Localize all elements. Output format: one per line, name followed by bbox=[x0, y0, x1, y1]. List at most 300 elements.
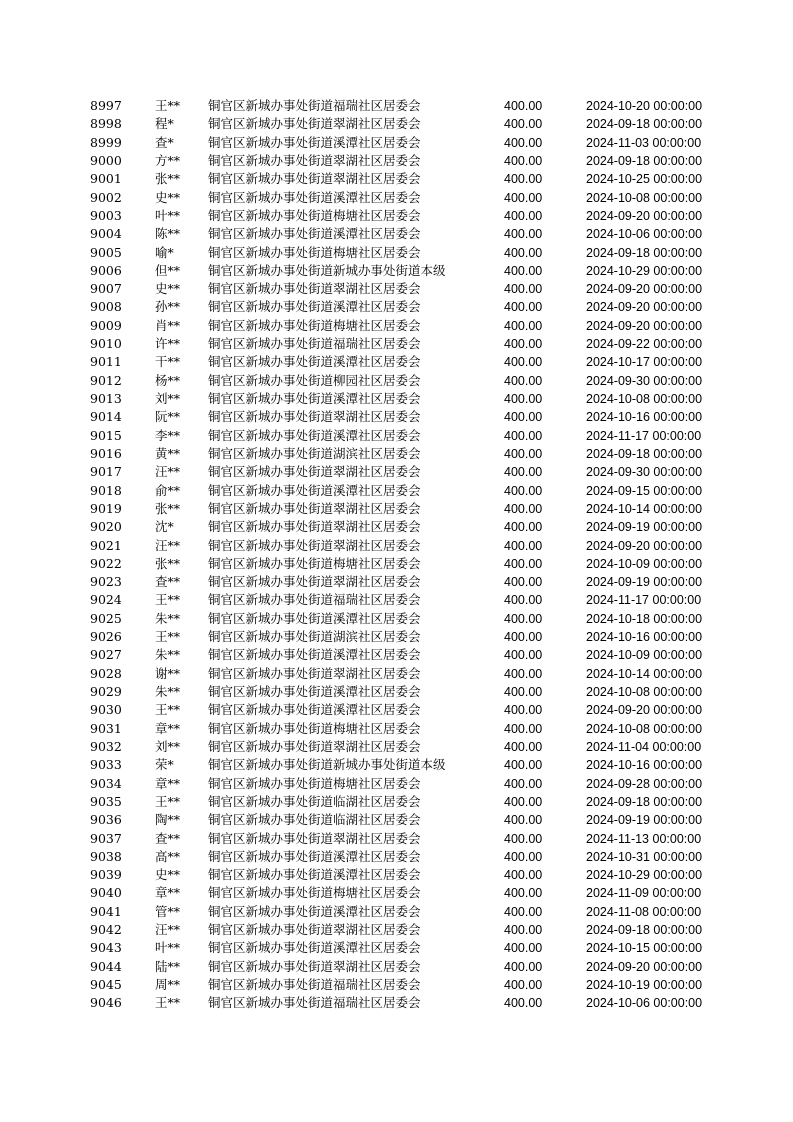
row-date: 2024-10-08 00:00:00 bbox=[586, 685, 703, 699]
row-amount: 400.00 bbox=[504, 849, 543, 864]
row-organization: 铜官区新城办事处街道翠湖社区居委会 bbox=[208, 830, 421, 846]
row-date: 2024-09-19 00:00:00 bbox=[586, 813, 703, 828]
table-row bbox=[0, 97, 793, 115]
row-id: 9022 bbox=[90, 555, 122, 571]
row-amount: 400.00 bbox=[504, 758, 543, 773]
row-organization: 铜官区新城办事处街道溪潭社区居委会 bbox=[208, 940, 421, 956]
row-name: 刘** bbox=[155, 391, 181, 406]
row-organization: 铜官区新城办事处街道溪潭社区居委会 bbox=[208, 226, 421, 242]
row-id: 8997 bbox=[90, 98, 122, 113]
row-name: 张** bbox=[155, 171, 181, 187]
row-date: 2024-09-20 00:00:00 bbox=[586, 703, 703, 718]
row-id: 9025 bbox=[90, 610, 122, 626]
row-id: 9015 bbox=[90, 427, 122, 443]
row-amount: 400.00 bbox=[504, 630, 543, 645]
row-name: 王** bbox=[155, 592, 181, 608]
row-organization: 铜官区新城办事处街道翠湖社区居委会 bbox=[208, 665, 421, 681]
row-name: 高** bbox=[155, 848, 181, 864]
row-id: 9033 bbox=[90, 757, 122, 773]
row-organization: 铜官区新城办事处街道溪潭社区居委会 bbox=[208, 427, 421, 443]
row-name: 王** bbox=[155, 793, 181, 809]
row-name: 查** bbox=[155, 830, 181, 846]
row-organization: 铜官区新城办事处街道福瑞社区居委会 bbox=[208, 98, 421, 113]
row-organization: 铜官区新城办事处街道翠湖社区居委会 bbox=[208, 922, 421, 938]
row-name: 管** bbox=[155, 903, 181, 919]
table-row bbox=[0, 921, 793, 939]
row-organization: 铜官区新城办事处街道新城办事处街道本级 bbox=[208, 262, 446, 278]
row-name: 但** bbox=[155, 262, 181, 278]
row-name: 朱** bbox=[155, 647, 181, 663]
row-organization: 铜官区新城办事处街道翠湖社区居委会 bbox=[208, 537, 421, 553]
row-date: 2024-09-30 00:00:00 bbox=[586, 465, 703, 480]
row-organization: 铜官区新城办事处街道翠湖社区居委会 bbox=[208, 574, 421, 590]
table-row bbox=[0, 262, 793, 280]
row-id: 9014 bbox=[90, 409, 122, 425]
row-id: 9039 bbox=[90, 867, 122, 883]
row-name: 陶** bbox=[155, 812, 181, 828]
row-name: 汪** bbox=[155, 922, 181, 938]
row-amount: 400.00 bbox=[504, 153, 543, 168]
row-id: 9037 bbox=[90, 830, 122, 846]
row-date: 2024-10-29 00:00:00 bbox=[586, 868, 703, 883]
row-date: 2024-09-18 00:00:00 bbox=[586, 153, 703, 168]
row-amount: 400.00 bbox=[504, 666, 543, 681]
row-name: 荣* bbox=[155, 757, 174, 773]
row-date: 2024-11-17 00:00:00 bbox=[586, 428, 702, 443]
row-amount: 400.00 bbox=[504, 501, 543, 516]
row-id: 9034 bbox=[90, 775, 122, 791]
row-id: 9008 bbox=[90, 299, 122, 315]
row-date: 2024-09-18 00:00:00 bbox=[586, 117, 703, 132]
row-id: 9045 bbox=[90, 977, 122, 992]
row-id: 9023 bbox=[90, 574, 122, 590]
row-organization: 铜官区新城办事处街道湖滨社区居委会 bbox=[208, 445, 421, 461]
row-id: 9001 bbox=[90, 171, 122, 187]
row-amount: 400.00 bbox=[504, 978, 543, 992]
row-date: 2024-09-19 00:00:00 bbox=[586, 520, 703, 535]
row-amount: 400.00 bbox=[504, 446, 543, 461]
row-organization: 铜官区新城办事处街道湖滨社区居委会 bbox=[208, 629, 421, 645]
row-organization: 铜官区新城办事处街道翠湖社区居委会 bbox=[208, 958, 421, 974]
table-row bbox=[0, 317, 793, 335]
table-row bbox=[0, 537, 793, 555]
row-amount: 400.00 bbox=[504, 959, 543, 974]
row-date: 2024-10-18 00:00:00 bbox=[586, 611, 703, 626]
row-date: 2024-09-30 00:00:00 bbox=[586, 373, 703, 388]
table-row bbox=[0, 848, 793, 866]
table-row bbox=[0, 170, 793, 188]
row-name: 查* bbox=[155, 134, 174, 150]
row-amount: 400.00 bbox=[504, 593, 543, 608]
table-row bbox=[0, 866, 793, 884]
row-organization: 铜官区新城办事处街道福瑞社区居委会 bbox=[208, 592, 421, 608]
row-id: 9021 bbox=[90, 537, 122, 553]
row-amount: 400.00 bbox=[504, 428, 543, 443]
row-organization: 铜官区新城办事处街道翠湖社区居委会 bbox=[208, 500, 421, 516]
row-organization: 铜官区新城办事处街道溪潭社区居委会 bbox=[208, 189, 421, 205]
row-amount: 400.00 bbox=[504, 263, 543, 278]
row-organization: 铜官区新城办事处街道溪潭社区居委会 bbox=[208, 684, 421, 699]
table-row bbox=[0, 646, 793, 664]
row-date: 2024-09-15 00:00:00 bbox=[586, 483, 703, 498]
row-organization: 铜官区新城办事处街道新城办事处街道本级 bbox=[208, 757, 446, 773]
row-id: 9010 bbox=[90, 336, 122, 352]
row-date: 2024-10-16 00:00:00 bbox=[586, 758, 703, 773]
table-row bbox=[0, 518, 793, 536]
row-name: 沈* bbox=[155, 519, 174, 535]
row-date: 2024-09-22 00:00:00 bbox=[586, 337, 703, 352]
row-date: 2024-10-19 00:00:00 bbox=[586, 978, 703, 992]
row-id: 9042 bbox=[90, 922, 122, 938]
row-id: 9043 bbox=[90, 940, 122, 956]
row-name: 叶** bbox=[155, 207, 181, 223]
row-organization: 铜官区新城办事处街道溪潭社区居委会 bbox=[208, 391, 421, 406]
table-row bbox=[0, 555, 793, 573]
row-date: 2024-09-18 00:00:00 bbox=[586, 245, 703, 260]
row-amount: 400.00 bbox=[504, 868, 543, 883]
table-row bbox=[0, 134, 793, 152]
row-date: 2024-10-09 00:00:00 bbox=[586, 648, 703, 663]
row-organization: 铜官区新城办事处街道溪潭社区居委会 bbox=[208, 848, 421, 864]
row-date: 2024-09-18 00:00:00 bbox=[586, 923, 703, 938]
table-row bbox=[0, 665, 793, 683]
row-name: 史** bbox=[155, 867, 181, 883]
row-date: 2024-10-31 00:00:00 bbox=[586, 849, 703, 864]
row-name: 方** bbox=[155, 152, 181, 168]
row-date: 2024-10-08 00:00:00 bbox=[586, 190, 703, 205]
row-id: 9005 bbox=[90, 244, 122, 260]
row-id: 8998 bbox=[90, 116, 122, 132]
row-date: 2024-10-08 00:00:00 bbox=[586, 721, 703, 736]
row-id: 9013 bbox=[90, 391, 122, 406]
row-id: 9041 bbox=[90, 903, 122, 919]
row-name: 汪** bbox=[155, 537, 181, 553]
row-organization: 铜官区新城办事处街道福瑞社区居委会 bbox=[208, 336, 421, 352]
row-name: 俞** bbox=[155, 482, 181, 498]
row-id: 8999 bbox=[90, 134, 122, 150]
row-amount: 400.00 bbox=[504, 831, 543, 846]
row-name: 汪** bbox=[155, 464, 181, 480]
row-date: 2024-10-29 00:00:00 bbox=[586, 263, 703, 278]
row-amount: 400.00 bbox=[504, 373, 543, 388]
row-organization: 铜官区新城办事处街道翠湖社区居委会 bbox=[208, 281, 421, 297]
row-amount: 400.00 bbox=[504, 355, 543, 370]
row-amount: 400.00 bbox=[504, 685, 543, 699]
row-name: 王** bbox=[155, 995, 181, 1011]
table-row bbox=[0, 811, 793, 829]
row-amount: 400.00 bbox=[504, 904, 543, 919]
row-date: 2024-09-28 00:00:00 bbox=[586, 776, 703, 791]
table-row bbox=[0, 720, 793, 738]
row-id: 9019 bbox=[90, 500, 122, 516]
row-amount: 400.00 bbox=[504, 135, 543, 150]
table-row bbox=[0, 207, 793, 225]
table-row bbox=[0, 591, 793, 609]
row-name: 陈** bbox=[155, 226, 181, 242]
row-date: 2024-10-14 00:00:00 bbox=[586, 501, 703, 516]
table-row bbox=[0, 152, 793, 170]
row-date: 2024-10-16 00:00:00 bbox=[586, 630, 703, 645]
row-date: 2024-09-20 00:00:00 bbox=[586, 208, 703, 223]
table-row bbox=[0, 225, 793, 243]
table-row bbox=[0, 756, 793, 774]
row-name: 杨** bbox=[155, 372, 181, 388]
table-row bbox=[0, 958, 793, 976]
table-row bbox=[0, 738, 793, 756]
row-organization: 铜官区新城办事处街道福瑞社区居委会 bbox=[208, 995, 421, 1011]
row-id: 9024 bbox=[90, 592, 122, 608]
table-row bbox=[0, 244, 793, 262]
row-name: 史** bbox=[155, 189, 181, 205]
table-row bbox=[0, 976, 793, 994]
row-date: 2024-09-20 00:00:00 bbox=[586, 318, 703, 333]
table-row bbox=[0, 463, 793, 481]
row-date: 2024-11-09 00:00:00 bbox=[586, 886, 702, 901]
row-organization: 铜官区新城办事处街道翠湖社区居委会 bbox=[208, 738, 421, 754]
row-id: 9031 bbox=[90, 720, 122, 736]
row-name: 李** bbox=[155, 427, 181, 443]
row-name: 王** bbox=[155, 629, 181, 645]
table-row bbox=[0, 573, 793, 591]
row-name: 黄** bbox=[155, 445, 181, 461]
row-amount: 400.00 bbox=[504, 556, 543, 571]
row-organization: 铜官区新城办事处街道翠湖社区居委会 bbox=[208, 464, 421, 480]
row-amount: 400.00 bbox=[504, 208, 543, 223]
row-amount: 400.00 bbox=[504, 172, 543, 187]
row-organization: 铜官区新城办事处街道福瑞社区居委会 bbox=[208, 977, 421, 992]
row-id: 9006 bbox=[90, 262, 122, 278]
row-id: 9007 bbox=[90, 281, 122, 297]
row-name: 章** bbox=[155, 885, 181, 901]
row-name: 肖** bbox=[155, 317, 181, 333]
row-id: 9027 bbox=[90, 647, 122, 663]
row-date: 2024-11-08 00:00:00 bbox=[586, 904, 702, 919]
row-amount: 400.00 bbox=[504, 410, 543, 425]
row-amount: 400.00 bbox=[504, 245, 543, 260]
row-name: 谢** bbox=[155, 665, 181, 681]
row-date: 2024-10-09 00:00:00 bbox=[586, 556, 703, 571]
row-id: 9032 bbox=[90, 738, 122, 754]
table-row bbox=[0, 445, 793, 463]
row-amount: 400.00 bbox=[504, 941, 543, 956]
row-name: 叶** bbox=[155, 940, 181, 956]
row-organization: 铜官区新城办事处街道溪潭社区居委会 bbox=[208, 482, 421, 498]
table-row bbox=[0, 390, 793, 408]
row-id: 9012 bbox=[90, 372, 122, 388]
row-id: 9020 bbox=[90, 519, 122, 535]
row-amount: 400.00 bbox=[504, 703, 543, 718]
row-name: 孙** bbox=[155, 299, 181, 315]
row-name: 张** bbox=[155, 500, 181, 516]
row-date: 2024-10-06 00:00:00 bbox=[586, 227, 703, 242]
row-amount: 400.00 bbox=[504, 538, 543, 553]
table-row bbox=[0, 939, 793, 957]
row-organization: 铜官区新城办事处街道翠湖社区居委会 bbox=[208, 116, 421, 132]
table-row bbox=[0, 335, 793, 353]
row-amount: 400.00 bbox=[504, 337, 543, 352]
row-organization: 铜官区新城办事处街道梅塘社区居委会 bbox=[208, 317, 421, 333]
row-amount: 400.00 bbox=[504, 739, 543, 754]
row-id: 9026 bbox=[90, 629, 122, 645]
row-id: 9002 bbox=[90, 189, 122, 205]
row-organization: 铜官区新城办事处街道翠湖社区居委会 bbox=[208, 171, 421, 187]
row-id: 9000 bbox=[90, 152, 122, 168]
row-organization: 铜官区新城办事处街道溪潭社区居委会 bbox=[208, 354, 421, 370]
table-row bbox=[0, 683, 793, 701]
row-organization: 铜官区新城办事处街道翠湖社区居委会 bbox=[208, 519, 421, 535]
row-amount: 400.00 bbox=[504, 465, 543, 480]
row-date: 2024-11-17 00:00:00 bbox=[586, 593, 702, 608]
row-date: 2024-10-20 00:00:00 bbox=[586, 99, 703, 113]
row-amount: 400.00 bbox=[504, 392, 543, 406]
row-organization: 铜官区新城办事处街道翠湖社区居委会 bbox=[208, 152, 421, 168]
row-date: 2024-10-25 00:00:00 bbox=[586, 172, 703, 187]
row-organization: 铜官区新城办事处街道溪潭社区居委会 bbox=[208, 299, 421, 315]
row-organization: 铜官区新城办事处街道柳园社区居委会 bbox=[208, 372, 421, 388]
row-id: 9018 bbox=[90, 482, 122, 498]
table-row bbox=[0, 610, 793, 628]
row-name: 程* bbox=[155, 116, 174, 132]
row-organization: 铜官区新城办事处街道梅塘社区居委会 bbox=[208, 244, 421, 260]
row-date: 2024-11-13 00:00:00 bbox=[586, 831, 702, 846]
row-date: 2024-10-08 00:00:00 bbox=[586, 392, 703, 406]
table-row bbox=[0, 500, 793, 518]
records-table bbox=[0, 97, 793, 1013]
row-amount: 400.00 bbox=[504, 282, 543, 297]
row-name: 喻* bbox=[155, 244, 174, 260]
table-row bbox=[0, 701, 793, 719]
row-id: 9044 bbox=[90, 958, 122, 974]
row-name: 朱** bbox=[155, 610, 181, 626]
row-amount: 400.00 bbox=[504, 813, 543, 828]
row-amount: 400.00 bbox=[504, 575, 543, 590]
table-row bbox=[0, 884, 793, 902]
row-organization: 铜官区新城办事处街道梅塘社区居委会 bbox=[208, 720, 421, 736]
row-date: 2024-09-18 00:00:00 bbox=[586, 446, 703, 461]
table-row bbox=[0, 628, 793, 646]
row-date: 2024-10-06 00:00:00 bbox=[586, 996, 703, 1011]
row-id: 9030 bbox=[90, 702, 122, 718]
row-amount: 400.00 bbox=[504, 996, 543, 1011]
row-id: 9029 bbox=[90, 684, 122, 699]
row-date: 2024-11-04 00:00:00 bbox=[586, 739, 702, 754]
row-amount: 400.00 bbox=[504, 721, 543, 736]
row-date: 2024-10-17 00:00:00 bbox=[586, 355, 703, 370]
row-organization: 铜官区新城办事处街道溪潭社区居委会 bbox=[208, 647, 421, 663]
row-amount: 400.00 bbox=[504, 794, 543, 809]
row-organization: 铜官区新城办事处街道临湖社区居委会 bbox=[208, 812, 421, 828]
table-row bbox=[0, 830, 793, 848]
row-organization: 铜官区新城办事处街道溪潭社区居委会 bbox=[208, 610, 421, 626]
table-row bbox=[0, 903, 793, 921]
table-row bbox=[0, 115, 793, 133]
row-name: 周** bbox=[155, 977, 181, 992]
table-row bbox=[0, 427, 793, 445]
row-date: 2024-10-15 00:00:00 bbox=[586, 941, 703, 956]
table-row bbox=[0, 482, 793, 500]
row-name: 许** bbox=[155, 336, 181, 352]
row-name: 阮** bbox=[155, 409, 181, 425]
row-organization: 铜官区新城办事处街道溪潭社区居委会 bbox=[208, 867, 421, 883]
row-date: 2024-09-18 00:00:00 bbox=[586, 794, 703, 809]
table-row bbox=[0, 353, 793, 371]
table-row bbox=[0, 408, 793, 426]
row-name: 张** bbox=[155, 555, 181, 571]
row-date: 2024-09-20 00:00:00 bbox=[586, 282, 703, 297]
row-amount: 400.00 bbox=[504, 227, 543, 242]
row-amount: 400.00 bbox=[504, 190, 543, 205]
row-organization: 铜官区新城办事处街道溪潭社区居委会 bbox=[208, 134, 421, 150]
row-name: 查** bbox=[155, 574, 181, 590]
row-id: 9009 bbox=[90, 317, 122, 333]
row-amount: 400.00 bbox=[504, 886, 543, 901]
row-id: 9036 bbox=[90, 812, 122, 828]
row-organization: 铜官区新城办事处街道梅塘社区居委会 bbox=[208, 555, 421, 571]
row-amount: 400.00 bbox=[504, 520, 543, 535]
row-amount: 400.00 bbox=[504, 483, 543, 498]
row-date: 2024-10-14 00:00:00 bbox=[586, 666, 703, 681]
row-amount: 400.00 bbox=[504, 318, 543, 333]
table-row bbox=[0, 372, 793, 390]
row-organization: 铜官区新城办事处街道临湖社区居委会 bbox=[208, 793, 421, 809]
row-date: 2024-11-03 00:00:00 bbox=[586, 135, 702, 150]
row-name: 王** bbox=[155, 702, 181, 718]
row-id: 9003 bbox=[90, 207, 122, 223]
row-id: 9038 bbox=[90, 848, 122, 864]
row-amount: 400.00 bbox=[504, 776, 543, 791]
table-row bbox=[0, 280, 793, 298]
table-row bbox=[0, 793, 793, 811]
row-name: 王** bbox=[155, 98, 181, 113]
table-row bbox=[0, 298, 793, 316]
row-date: 2024-09-20 00:00:00 bbox=[586, 538, 703, 553]
row-name: 刘** bbox=[155, 738, 181, 754]
row-organization: 铜官区新城办事处街道梅塘社区居委会 bbox=[208, 775, 421, 791]
row-id: 9035 bbox=[90, 793, 122, 809]
table-row bbox=[0, 994, 793, 1012]
row-name: 章** bbox=[155, 720, 181, 736]
row-organization: 铜官区新城办事处街道梅塘社区居委会 bbox=[208, 885, 421, 901]
row-date: 2024-09-19 00:00:00 bbox=[586, 575, 703, 590]
row-amount: 400.00 bbox=[504, 923, 543, 938]
row-id: 9017 bbox=[90, 464, 122, 480]
row-id: 9040 bbox=[90, 885, 122, 901]
row-amount: 400.00 bbox=[504, 117, 543, 132]
row-date: 2024-10-16 00:00:00 bbox=[586, 410, 703, 425]
row-name: 干** bbox=[155, 354, 181, 370]
row-id: 9046 bbox=[90, 995, 122, 1011]
row-amount: 400.00 bbox=[504, 300, 543, 315]
row-name: 章** bbox=[155, 775, 181, 791]
row-name: 陆** bbox=[155, 958, 181, 974]
row-organization: 铜官区新城办事处街道溪潭社区居委会 bbox=[208, 702, 421, 718]
row-id: 9004 bbox=[90, 226, 122, 242]
table-row bbox=[0, 775, 793, 793]
row-name: 史** bbox=[155, 281, 181, 297]
row-id: 9016 bbox=[90, 445, 122, 461]
row-id: 9011 bbox=[90, 354, 122, 370]
row-amount: 400.00 bbox=[504, 648, 543, 663]
row-organization: 铜官区新城办事处街道溪潭社区居委会 bbox=[208, 903, 421, 919]
row-amount: 400.00 bbox=[504, 99, 543, 113]
row-organization: 铜官区新城办事处街道梅塘社区居委会 bbox=[208, 207, 421, 223]
row-date: 2024-09-20 00:00:00 bbox=[586, 959, 703, 974]
row-organization: 铜官区新城办事处街道翠湖社区居委会 bbox=[208, 409, 421, 425]
row-name: 朱** bbox=[155, 684, 181, 699]
row-amount: 400.00 bbox=[504, 611, 543, 626]
row-id: 9028 bbox=[90, 665, 122, 681]
table-row bbox=[0, 189, 793, 207]
